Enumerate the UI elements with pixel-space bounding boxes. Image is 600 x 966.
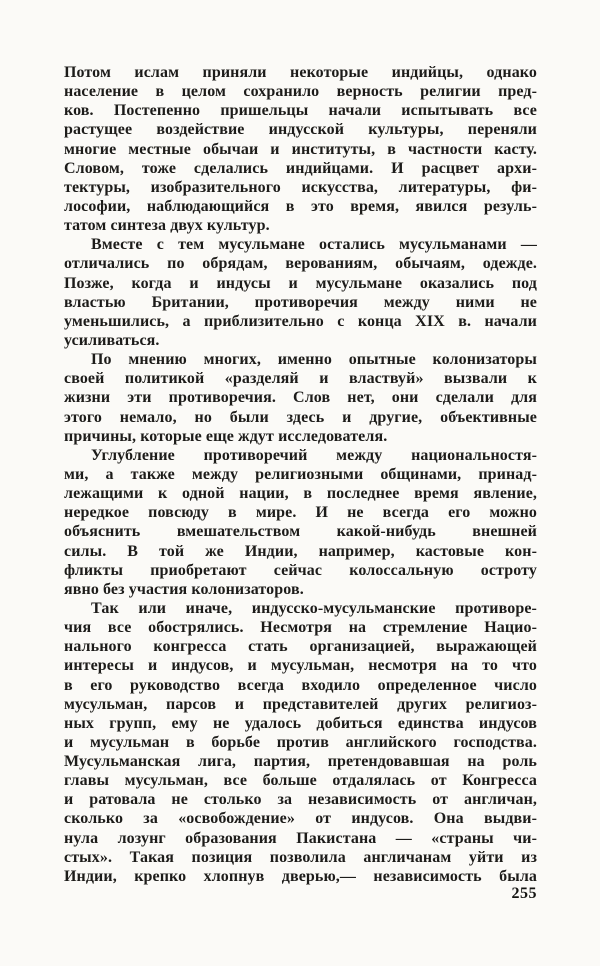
- text-line: явно без участия колонизаторов.: [64, 580, 304, 598]
- text-line: и мусульман в борьбе против английского господства.: [64, 733, 537, 751]
- text-line: фликты приобретают сейчас колоссальную остроту: [64, 561, 537, 579]
- text-line: ми, а также между религиозными общинами, принад-: [64, 465, 537, 483]
- text-line: объяснить вмешательством какой-нибудь внешней: [64, 523, 537, 541]
- text-line: По мнению многих, именно опытные колонизаторы: [91, 351, 537, 369]
- text-line: Мусульманская лига, партия, претендовавшая на роль: [64, 753, 537, 771]
- text-line: своей политикой «разделяй и властвуй» вызвали к: [64, 370, 537, 388]
- text-line: усиливаться.: [64, 331, 160, 349]
- text-line: ков. Постепенно пришельцы начали испытывать все: [64, 102, 537, 120]
- text-line: мусульман, парсов и представителей других религиоз-: [64, 695, 537, 713]
- text-line: жизни эти противоречия. Слов нет, они сделали для: [64, 389, 537, 407]
- text-line: Углубление противоречий между национальностя-: [91, 446, 537, 464]
- text-line: чия все обострялись. Несмотря на стремление Нацио-: [64, 619, 537, 637]
- text-line: нула лозунг образования Пакистана — «страны чи-: [64, 829, 537, 847]
- text-line: этого немало, но были здесь и другие, объективные: [64, 408, 537, 426]
- text-line: лософии, наблюдающийся в это время, явился резуль-: [64, 197, 537, 215]
- text-line: уменьшились, а приблизительно с конца XIX в. начали: [64, 312, 537, 330]
- page-number: 255: [511, 885, 537, 902]
- text-line: причины, которые еще ждут исследователя.: [64, 427, 388, 445]
- text-line: Словом, тоже сделались индийцами. И расцвет архи-: [64, 159, 537, 177]
- text-line: нередкое повсюду в мире. И не всегда его можно: [64, 504, 537, 522]
- text-line: в его руководство всегда входило определенное число: [64, 676, 537, 694]
- text-line: Так или иначе, индусско-мусульманские противоре-: [91, 599, 537, 617]
- text-line: Потом ислам приняли некоторые индийцы, однако: [64, 64, 537, 81]
- text-line: тектуры, изобразительного искусства, литературы, фи-: [64, 178, 537, 196]
- text-line: интересы и индусов, и мусульман, несмотря на то что: [64, 657, 537, 675]
- text-line: главы мусульман, все больше отдалялась от Конгресса: [64, 772, 537, 790]
- text-line: Позже, когда и индусы и мусульмане оказались под: [64, 274, 537, 292]
- text-line: население в целом сохранило верность религии пред-: [64, 83, 537, 101]
- text-line: нального конгресса стать организацией, выражающей: [64, 638, 537, 656]
- text-line: властью Британии, противоречия между ними не: [64, 293, 537, 311]
- text-line: отличались по обрядам, верованиям, обычаям, одежде.: [64, 255, 537, 273]
- text-line: многие местные обычаи и институты, в частности касту.: [64, 140, 537, 158]
- text-line: растущее воздействие индусской культуры, переняли: [64, 121, 537, 139]
- text-line: силы. В той же Индии, например, кастовые кон-: [64, 542, 537, 560]
- text-block: [64, 63, 537, 886]
- text-line: Вместе с тем мусульмане остались мусульманами —: [91, 236, 537, 254]
- text-line: татом синтеза двух культур.: [64, 217, 270, 235]
- text-line: Индии, крепко хлопнув дверью,— независимость была: [64, 867, 537, 885]
- text-line: лежащими к одной нации, в последнее время явление,: [64, 485, 537, 503]
- text-line: сколько за «освобождение» от индусов. Она выдви-: [64, 810, 537, 828]
- text-line: ных групп, ему не удалось добиться единства индусов: [64, 714, 537, 732]
- text-line: и ратовала не столько за независимость от англичан,: [64, 791, 537, 809]
- text-line: стых». Такая позиция позволила англичанам уйти из: [64, 848, 537, 866]
